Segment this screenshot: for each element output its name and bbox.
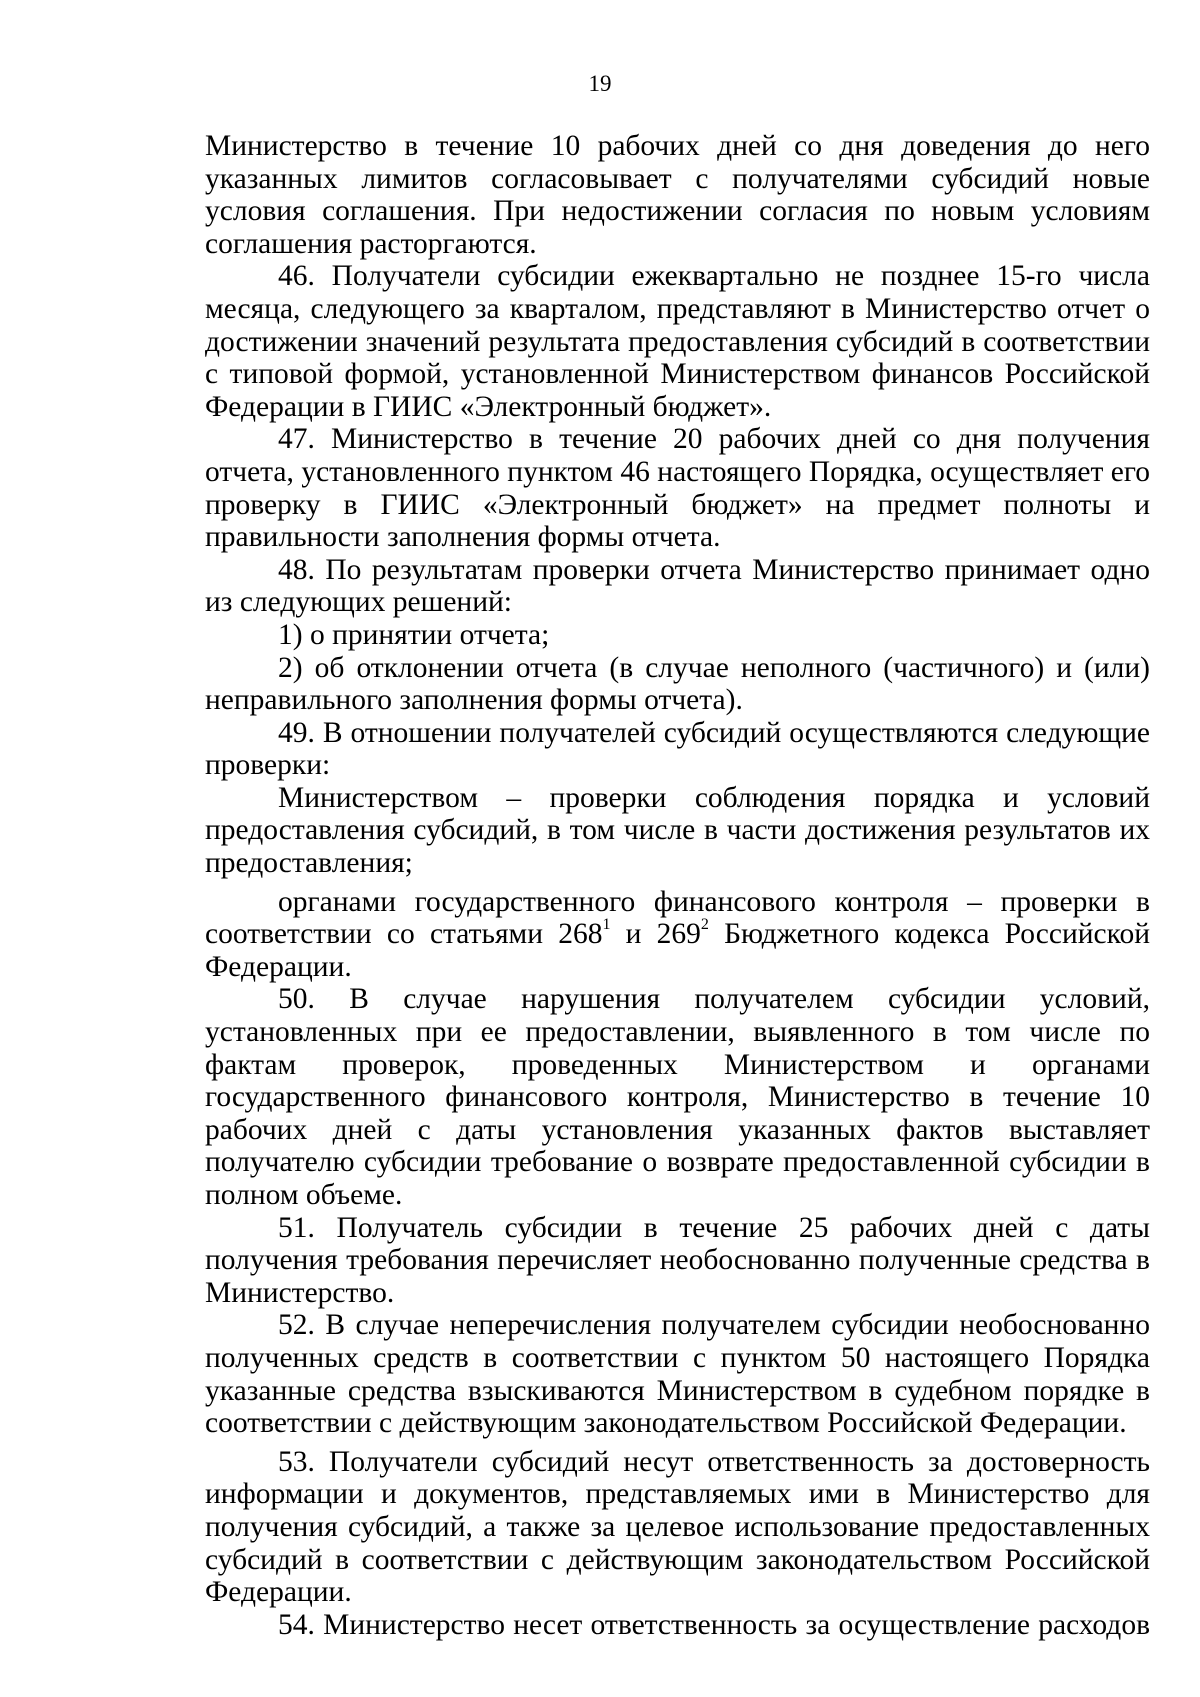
paragraph-50: 50. В случае нарушения получателем субсидии условий, установленных при ее предоставлении, выявленного в том числе по фактам проверок, проведенных Министерством и органами государственного финансового контроля, Министерство в течение 10 рабочих дней с даты установления указанных фактов выставляет получателю субсидии требование о возврате предоставленной субсидии в полном объеме. <box>205 983 1150 1211</box>
article-269-superscript: 2 <box>700 916 709 934</box>
paragraph-51: 51. Получатель субсидии в течение 25 рабочих дней с даты получения требования перечисляет необоснованно полученные средства в Министерство. <box>205 1211 1150 1309</box>
paragraph-47: 47. Министерство в течение 20 рабочих дней со дня получения отчета, установленного пунктом 46 настоящего Порядка, осуществляет его проверку в ГИИС «Электронный бюджет» на предмет полноты и правильности заполнения формы отчета. <box>205 423 1150 554</box>
paragraph-48-item-2: 2) об отклонении отчета (в случае неполного (частичного) и (или) неправильного заполнения формы отчета). <box>205 651 1150 717</box>
paragraph-49-control-bodies <box>205 886 1150 984</box>
paragraph-52: 52. В случае неперечисления получателем субсидии необоснованно полученных средств в соответствии с пунктом 50 настоящего Порядка указанные средства взыскиваются Министерством в судебном порядке в соответствии с действующим законодательством Российской Федерации. <box>205 1309 1150 1440</box>
paragraph-49-control-text-1: органами государственного финансового контроля – проверки в соответствии со статьями 268 <box>205 885 1150 951</box>
paragraph-46: 46. Получатели субсидии ежеквартально не позднее 15-го числа месяца, следующего за кварталом, представляют в Министерство отчет о достижении значений результата предоставления субсидий в соответствии с типовой формой, установленной Министерством финансов Российской Федерации в ГИИС «Электронный бюджет». <box>205 260 1150 423</box>
paragraph-continuation: Министерство в течение 10 рабочих дней со дня доведения до него указанных лимитов согласовывает с получателями субсидий новые условия соглашения. При недостижении согласия по новым условиям соглашения расторгаются. <box>205 130 1150 260</box>
paragraph-48: 48. По результатам проверки отчета Министерство принимает одно из следующих решений: <box>205 553 1150 619</box>
document-body <box>205 130 1150 1641</box>
paragraph-49: 49. В отношении получателей субсидий осуществляются следующие проверки: <box>205 716 1150 782</box>
article-268-superscript: 1 <box>602 916 611 934</box>
page-number: 19 <box>588 71 612 96</box>
paragraph-49-control-text-2: и 269 <box>610 918 701 951</box>
paragraph-53: 53. Получатели субсидий несут ответственность за достоверность информации и документов, представляемых ими в Министерство для получения субсидий, а также за целевое использование предоставленных субсидий в соответствии с действующим законодательством Российской Федерации. <box>205 1445 1150 1609</box>
paragraph-49-ministry: Министерством – проверки соблюдения порядка и условий предоставления субсидий, в том числе в части достижения результатов их предоставления; <box>205 781 1150 880</box>
paragraph-54: 54. Министерство несет ответственность за осуществление расходов <box>278 1608 1150 1641</box>
paragraph-49-control-text-3: Бюджетного кодекса Российской Федерации. <box>205 918 1151 983</box>
paragraph-48-item-1: 1) о принятии отчета; <box>278 618 550 651</box>
